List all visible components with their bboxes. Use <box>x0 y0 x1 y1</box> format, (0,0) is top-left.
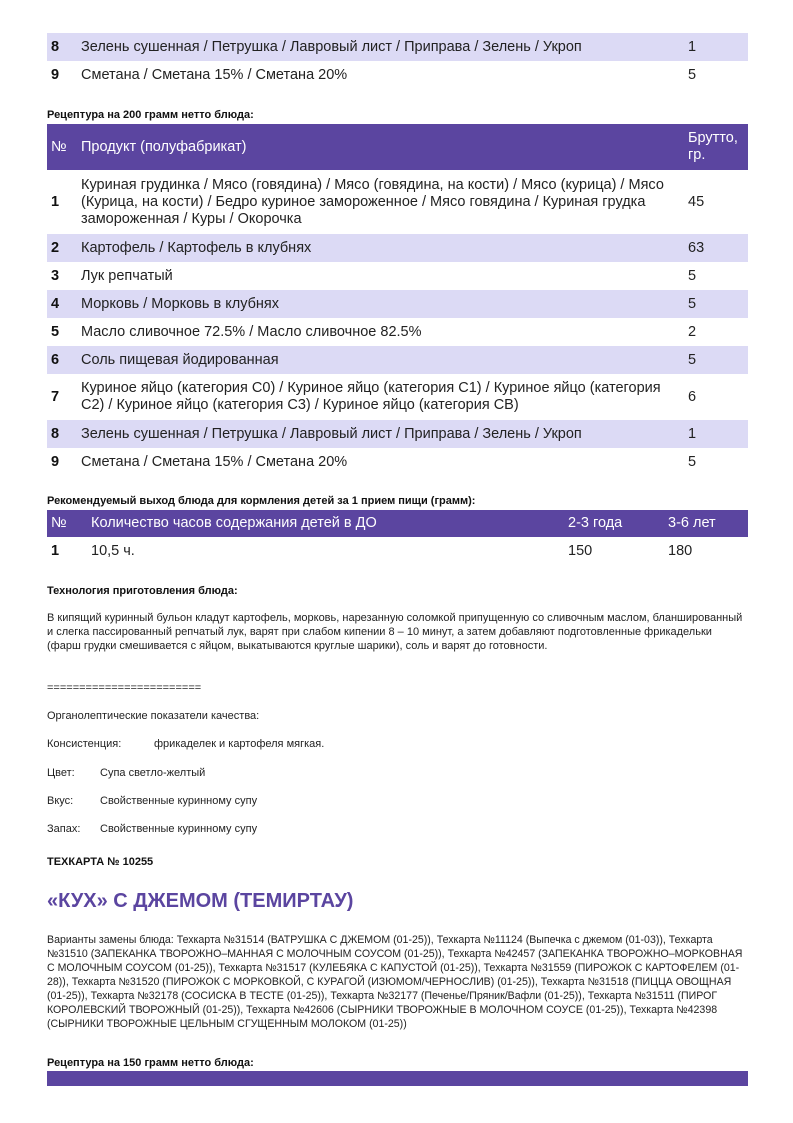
table-row <box>47 318 748 346</box>
recipe2-heading: Рецептура на 150 грамм нетто блюда: <box>47 1057 254 1069</box>
consistency-value: фрикаделек и картофеля мягкая. <box>154 738 325 750</box>
consistency-label: Консистенция: <box>47 738 122 750</box>
row-product: Сметана / Сметана 15% / Сметана 20% <box>81 66 348 83</box>
separator: ======================== <box>47 682 202 694</box>
row-weight: 1 <box>682 33 748 61</box>
row-number: 5 <box>51 323 60 340</box>
recipe-table <box>47 124 748 476</box>
recipe2-table-header <box>47 1071 748 1086</box>
col-header-number: № <box>47 124 75 170</box>
table-row <box>47 170 748 234</box>
row-number: 9 <box>51 453 60 470</box>
table-row <box>47 537 748 565</box>
row-product: Масло сливочное 72.5% / Масло сливочное 82.5% <box>81 323 422 340</box>
smell-label: Запах: <box>47 823 81 835</box>
row-number: 1 <box>51 193 60 210</box>
yield-heading: Рекомендуемый выход блюда для кормления детей за 1 прием пищи (грамм): <box>47 495 476 507</box>
smell-value: Свойственные куринному супу <box>100 823 258 835</box>
row-product: Сметана / Сметана 15% / Сметана 20% <box>81 453 348 470</box>
color-value: Супа светло-желтый <box>100 767 206 779</box>
col-header-weight: Брутто, гр. <box>682 124 748 170</box>
taste-label: Вкус: <box>47 795 74 807</box>
table-row <box>47 61 748 89</box>
col-header-hours: Количество часов содержания детей в ДО <box>85 510 562 537</box>
col-header-number: № <box>47 510 85 537</box>
row-number: 6 <box>47 346 75 374</box>
table-row <box>47 262 748 290</box>
top-table <box>47 33 748 89</box>
table-row <box>47 448 748 476</box>
table-row <box>47 33 748 61</box>
organoleptic-heading: Органолептические показатели качества: <box>47 710 260 722</box>
row-number: 3 <box>51 267 60 284</box>
techcard-number: ТЕХКАРТА № 10255 <box>47 856 154 868</box>
col-header-age-3-6: 3-6 лет <box>662 510 748 537</box>
taste-value: Свойственные куринному супу <box>100 795 258 807</box>
row-number: 8 <box>47 420 75 448</box>
row-product: Соль пищевая йодированная <box>75 346 682 374</box>
col-header-age-2-3: 2-3 года <box>562 510 662 537</box>
row-product: Куриная грудинка / Мясо (говядина) / Мясо (говядина, на кости) / Мясо (курица) / Мясо (Курица, на кости) / Бедро куриное замороженное / Мясо говядина / Куриная грудка замороженная / Куры / Окорочка <box>81 176 664 227</box>
row-product: Зелень сушенная / Петрушка / Лавровый лист / Приправа / Зелень / Укроп <box>75 33 682 61</box>
row-hours: 10,5 ч. <box>91 542 135 559</box>
row-weight: 5 <box>688 267 697 284</box>
row-weight: 5 <box>682 346 748 374</box>
variants-text: Варианты замены блюда: Техкарта №31514 (ВАТРУШКА С ДЖЕМОМ (01-25)), Техкарта №11124 (Выпечка с джемом (01-03)), Техкарта №31510 (ЗАПЕКАНКА ТВОРОЖНО–МАННАЯ С МОЛОЧНЫМ СОУСОМ (01-25)), Техкарта №42457 (ЗАПЕКАНКА ТВОРОЖНО–МОРКОВНАЯ С МОЛОЧНЫМ СОУСОМ (01-25)), Техкарта №31517 (КУЛЕБЯКА С КАПУСТОЙ (01-25)), Техкарта №31559 (ПИРОЖОК С КАРТОФЕЛЕМ (01-28)), Техкарта №31520 (ПИРОЖОК С МОРКОВКОЙ, С КУРАГОЙ (ИЗЮМОМ/ЧЕРНОСЛИВ) (01-25)), Техкарта №31518 (ПИЦЦА ОВОЩНАЯ (01-25)), Техкарта №32178 (СОСИСКА В ТЕСТЕ (01-25)), Техкарта №32177 (Печенье/Пряник/Вафли (01-25)), Техкарта №31511 (ПИРОГ КОРОЛЕВСКИЙ ТВОРОЖНЫЙ (01-25)), Техкарта №42606 (СЫРНИКИ ТВОРОЖНЫЕ В МОЛОЧНОМ СОУСЕ (01-25)), Техкарта №42398 (СЫРНИКИ ТВОРОЖНЫЕ ЦЕЛЬНЫМ СГУЩЕННЫМ МОЛОКОМ (01-25)) <box>47 934 743 1030</box>
table-header <box>47 124 748 170</box>
row-product: Куриное яйцо (категория С0) / Куриное яйцо (категория С1) / Куриное яйцо (категория С2) / Куриное яйцо (категория С3) / Куриное яйцо (категория СВ) <box>81 380 661 413</box>
row-weight: 45 <box>688 193 705 210</box>
row-number: 8 <box>47 33 75 61</box>
row-age-3-6: 180 <box>668 542 693 559</box>
row-product: Зелень сушенная / Петрушка / Лавровый лист / Приправа / Зелень / Укроп <box>75 420 682 448</box>
row-age-2-3: 150 <box>568 542 593 559</box>
row-number: 2 <box>47 234 75 262</box>
table-row <box>47 420 748 448</box>
row-weight: 5 <box>688 66 697 83</box>
row-product: Морковь / Морковь в клубнях <box>75 290 682 318</box>
yield-table <box>47 510 748 565</box>
row-number: 1 <box>51 542 60 559</box>
tech-text: В кипящий куринный бульон кладут картофель, морковь, нарезанную соломкой припущенную со сливочным маслом, бланшированный и слегка пассированный репчатый лук, варят при слабом кипении 8 – 10 минут, а затем добавляют подготовленные фрикадельки (фарш грудки смешивается с яйцом, выкатываются круглые шарики), соль и варят до готовности. <box>47 612 743 652</box>
row-number: 4 <box>47 290 75 318</box>
col-header-product: Продукт (полуфабрикат) <box>75 124 682 170</box>
row-weight: 5 <box>682 290 748 318</box>
table-row <box>47 234 748 262</box>
tech-heading: Технология приготовления блюда: <box>47 585 238 597</box>
recipe-heading: Рецептура на 200 грамм нетто блюда: <box>47 109 254 121</box>
row-product: Лук репчатый <box>81 267 173 284</box>
row-number: 9 <box>51 66 60 83</box>
row-weight: 2 <box>688 323 697 340</box>
color-label: Цвет: <box>47 767 75 779</box>
row-product: Картофель / Картофель в клубнях <box>75 234 682 262</box>
row-weight: 63 <box>682 234 748 262</box>
table-header <box>47 510 748 537</box>
table-row <box>47 290 748 318</box>
table-row <box>47 346 748 374</box>
dish-title: «КУХ» С ДЖЕМОМ (ТЕМИРТАУ) <box>47 890 354 912</box>
row-number: 7 <box>51 388 60 405</box>
row-weight: 6 <box>688 388 697 405</box>
row-weight: 1 <box>682 420 748 448</box>
row-weight: 5 <box>688 453 697 470</box>
table-row <box>47 374 748 420</box>
